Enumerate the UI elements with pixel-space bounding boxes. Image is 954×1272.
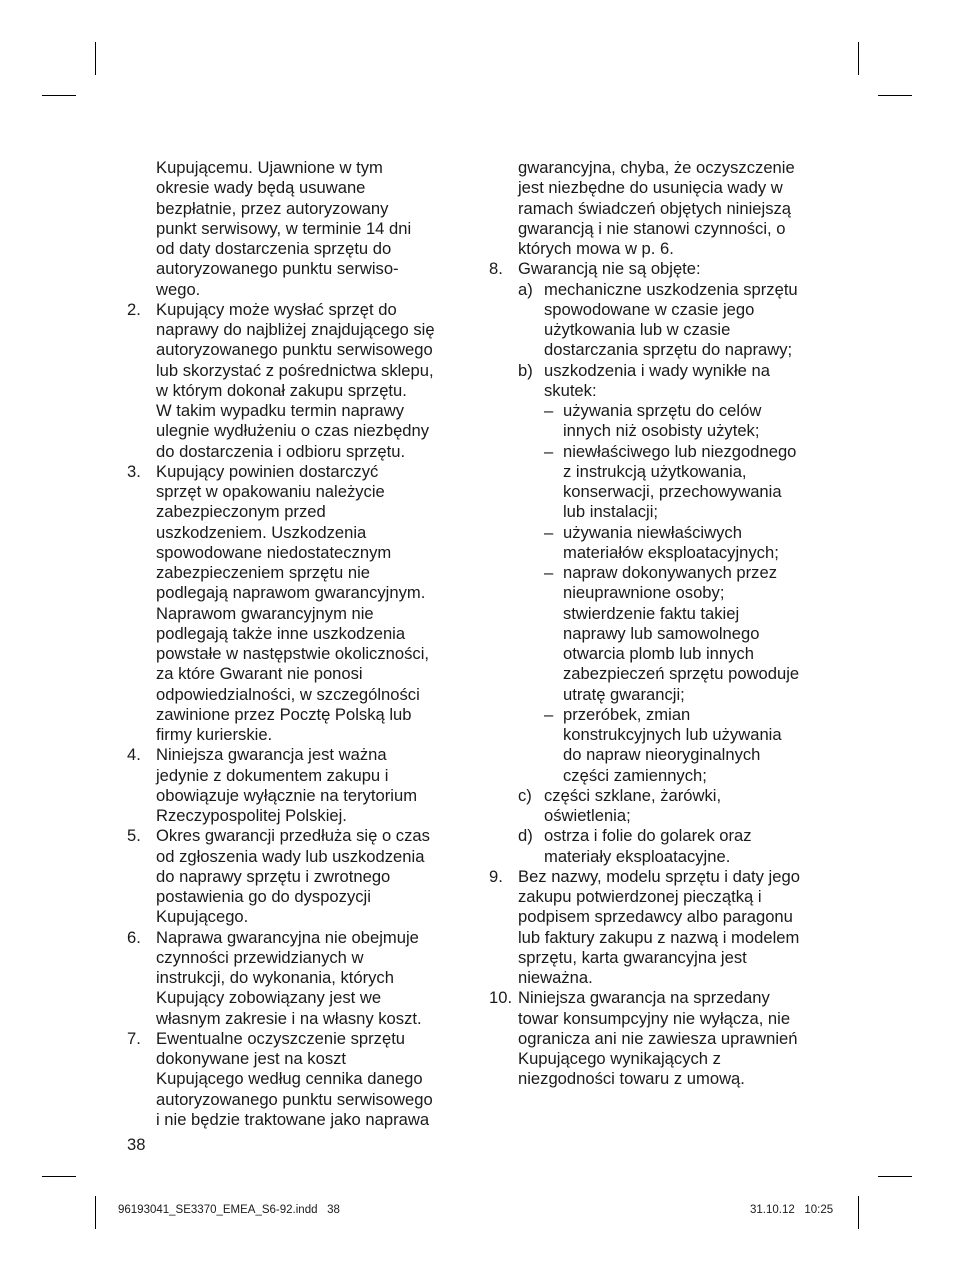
text-line: autoryzowanego punktu serwisowego [156, 340, 433, 360]
crop-mark-top-right-horizontal [878, 95, 912, 96]
sub-item-letter: b) [518, 360, 533, 380]
text-line: materiałów eksploatacyjnych; [563, 542, 779, 562]
text-line: wego. [156, 279, 201, 299]
list-item [127, 826, 472, 927]
intro-paragraph [127, 158, 472, 300]
text-line: Kupującemu. Ujawnione w tym [156, 158, 383, 177]
sub-item [518, 280, 834, 361]
list-item [489, 988, 834, 1089]
text-line: lub faktury zakupu z nazwą i modelem [518, 927, 800, 947]
text-line: własnym zakresie i na własny koszt. [156, 1008, 422, 1028]
crop-mark-bottom-left-vertical [95, 1196, 96, 1229]
text-line: stwierdzenie faktu takiej [563, 603, 740, 623]
text-line: napraw dokonywanych przez [563, 563, 777, 582]
intro-paragraph [489, 158, 834, 259]
text-line: ogranicza ani nie zawiesza uprawnień [518, 1028, 798, 1048]
text-line: bezpłatnie, przez autoryzowany [156, 198, 389, 218]
item-number: 9. [489, 866, 503, 886]
text-line: postawienia go do dyspozycji [156, 887, 371, 906]
text-line: niewłaściwego lub niezgodnego [563, 441, 797, 461]
text-line: używania sprzętu do celów [563, 401, 762, 420]
crop-mark-top-left-vertical [95, 42, 96, 75]
text-line: otwarcia plomb lub innych [563, 644, 754, 663]
text-line: Kupującego. [156, 907, 249, 927]
list-item [489, 867, 834, 989]
dash-item [544, 401, 834, 442]
text-line: gwarancją i nie stanowi czynności, o [518, 218, 786, 238]
text-line: lub skorzystać z pośrednictwa sklepu, [156, 360, 434, 380]
text-line: uszkodzeniem. Uszkodzenia [156, 522, 367, 542]
sub-item-letter: a) [518, 279, 533, 299]
text-line: Niniejsza gwarancja jest ważna [156, 745, 387, 765]
text-line: użytkowania lub w czasie [544, 320, 731, 339]
dash-item [544, 442, 834, 523]
list-item [127, 745, 472, 826]
text-line: sprzętu, karta gwarancyjna jest [518, 947, 747, 967]
text-line: W takim wypadku termin naprawy [156, 401, 405, 420]
text-line: części szklane, żarówki, [544, 785, 722, 805]
crop-mark-bottom-right-vertical [858, 1196, 859, 1229]
text-line: Naprawa gwarancyjna nie obejmuje [156, 927, 419, 947]
text-line: Ewentualne oczyszczenie sprzętu [156, 1028, 406, 1048]
sub-item [518, 786, 834, 827]
dash-mark: – [544, 441, 554, 461]
list-item [127, 300, 472, 462]
text-line: uszkodzenia i wady wynikłe na [544, 360, 770, 380]
text-line: jest niezbędne do usunięcia wady w [518, 178, 783, 198]
right-column [489, 158, 834, 1090]
text-line: zabezpieczonym przed [156, 502, 326, 522]
text-line: za które Gwarant nie ponosi [156, 664, 363, 684]
text-line: Bez nazwy, modelu sprzętu i daty jego [518, 866, 800, 886]
list-item [127, 1029, 472, 1130]
text-line: materiały eksploatacyjne. [544, 846, 731, 866]
crop-mark-top-left-horizontal [42, 95, 76, 96]
dash-mark: – [544, 522, 554, 542]
text-line: ostrza i folie do golarek oraz [544, 826, 752, 846]
dash-mark: – [544, 401, 554, 420]
text-line: nieważna. [518, 968, 593, 987]
left-column [127, 158, 472, 1130]
item-number: 4. [127, 745, 141, 765]
sub-item [518, 361, 834, 786]
crop-mark-top-right-vertical [858, 42, 859, 75]
text-line: dokonywane jest na koszt [156, 1049, 347, 1068]
text-line: zabezpieczeniem sprzętu nie [156, 563, 370, 582]
text-line: podlegają naprawom gwarancyjnym. [156, 583, 426, 603]
text-line: spowodowane niedostatecznym [156, 542, 392, 562]
text-line: do dostarczenia i odbioru sprzętu. [156, 441, 406, 461]
item-number: 2. [127, 299, 141, 319]
text-line: przeróbek, zmian [563, 704, 691, 724]
text-line: naprawy lub samowolnego [563, 623, 760, 643]
text-line: Naprawom gwarancyjnym nie [156, 603, 374, 623]
item-number: 5. [127, 826, 141, 846]
text-line: utratę gwarancji; [563, 684, 685, 704]
text-line: skutek: [544, 380, 597, 400]
text-line: autoryzowanego punktu serwisowego [156, 1089, 433, 1109]
text-line: jedynie z dokumentem zakupu i [156, 765, 389, 785]
text-line: Kupujący powinien dostarczyć [156, 461, 379, 481]
sub-item-letter: d) [518, 826, 533, 846]
footer-date-time: 31.10.12 10:25 [750, 1204, 834, 1216]
text-line: ramach świadczeń objętych niniejszą [518, 198, 792, 218]
text-line: Kupujący zobowiązany jest we [156, 988, 382, 1008]
text-line: punkt serwisowy, w terminie 14 dni [156, 218, 412, 238]
text-line: dostarczania sprzętu do naprawy; [544, 340, 793, 360]
text-line: których mowa w p. 6. [518, 239, 674, 258]
text-line: Okres gwarancji przedłuża się o czas [156, 826, 430, 846]
text-line: oświetlenia; [544, 806, 631, 825]
text-line: Rzeczypospolitej Polskiej. [156, 806, 347, 825]
text-line: od zgłoszenia wady lub uszkodzenia [156, 846, 425, 866]
crop-mark-bottom-left-horizontal [42, 1176, 76, 1177]
dash-item [544, 523, 834, 564]
text-line: zakupu potwierdzonej pieczątką i [518, 887, 762, 906]
text-line: nieuprawnione osoby; [563, 583, 725, 603]
crop-mark-bottom-right-horizontal [878, 1176, 912, 1177]
text-line: do naprawy sprzętu i zwrotnego [156, 866, 391, 886]
text-line: firmy kurierskie. [156, 725, 273, 744]
list-item [127, 928, 472, 1029]
dash-mark: – [544, 704, 554, 724]
text-line: i nie będzie traktowane jako naprawa [156, 1109, 430, 1129]
list-item [127, 462, 472, 746]
text-line: podpisem sprzedawcy albo paragonu [518, 907, 793, 927]
dash-mark: – [544, 563, 554, 582]
text-line: towar konsumpcyjny nie wyłącza, nie [518, 1008, 791, 1028]
text-line: z instrukcją użytkowania, [563, 461, 747, 481]
text-line: części zamiennych; [563, 765, 707, 785]
dash-item [544, 563, 834, 705]
text-line: do napraw nieoryginalnych [563, 745, 761, 765]
sub-item [518, 826, 834, 867]
text-line: używania niewłaściwych [563, 522, 742, 542]
text-line: niezgodności towaru z umową. [518, 1069, 745, 1089]
text-line: konstrukcyjnych lub używania [563, 725, 782, 744]
text-line: zabezpieczeń sprzętu powoduje [563, 664, 800, 684]
text-line: gwarancyjna, chyba, że oczyszczenie [518, 158, 795, 177]
list-item [489, 259, 834, 867]
text-line: mechaniczne uszkodzenia sprzętu [544, 279, 798, 299]
text-line: Kupującego wynikających z [518, 1049, 721, 1068]
item-number: 7. [127, 1028, 141, 1048]
item-number: 10. [489, 988, 513, 1008]
text-line: obowiązuje wyłącznie na terytorium [156, 785, 418, 805]
text-line: okresie wady będą usuwane [156, 178, 366, 198]
text-line: sprzęt w opakowaniu należycie [156, 482, 385, 501]
text-line: od daty dostarczenia sprzętu do [156, 239, 392, 258]
text-line: naprawy do najbliżej znajdującego się [156, 320, 435, 339]
text-line: Kupującego według cennika danego [156, 1069, 423, 1089]
text-line: Kupujący może wysłać sprzęt do [156, 299, 397, 319]
text-line: zawinione przez Pocztę Polską lub [156, 704, 412, 724]
text-line: czynności przewidzianych w [156, 947, 364, 967]
text-line: powstałe w następstwie okoliczności, [156, 644, 430, 663]
dash-item [544, 705, 834, 786]
text-line: konserwacji, przechowywania [563, 482, 782, 501]
text-line: spowodowane w czasie jego [544, 299, 755, 319]
item-number: 6. [127, 927, 141, 947]
text-line: autoryzowanego punktu serwiso- [156, 259, 399, 279]
text-line: instrukcji, do wykonania, których [156, 968, 394, 987]
text-line: Niniejsza gwarancja na sprzedany [518, 988, 770, 1008]
item-number: 3. [127, 461, 141, 481]
sub-item-letter: c) [518, 785, 532, 805]
text-line: innych niż osobisty użytek; [563, 421, 760, 441]
item-title: Gwarancją nie są objęte: [518, 259, 701, 279]
text-line: w którym dokonał zakupu sprzętu. [156, 380, 407, 400]
text-line: lub instalacji; [563, 502, 659, 522]
text-line: podlegają także inne uszkodzenia [156, 623, 406, 643]
text-line: odpowiedzialności, w szczególności [156, 684, 420, 704]
text-line: ulegnie wydłużeniu o czas niezbędny [156, 421, 430, 441]
page-number: 38 [127, 1135, 146, 1154]
footer-file-info: 96193041_SE3370_EMEA_S6-92.indd 38 [118, 1204, 340, 1216]
item-number: 8. [489, 259, 503, 279]
